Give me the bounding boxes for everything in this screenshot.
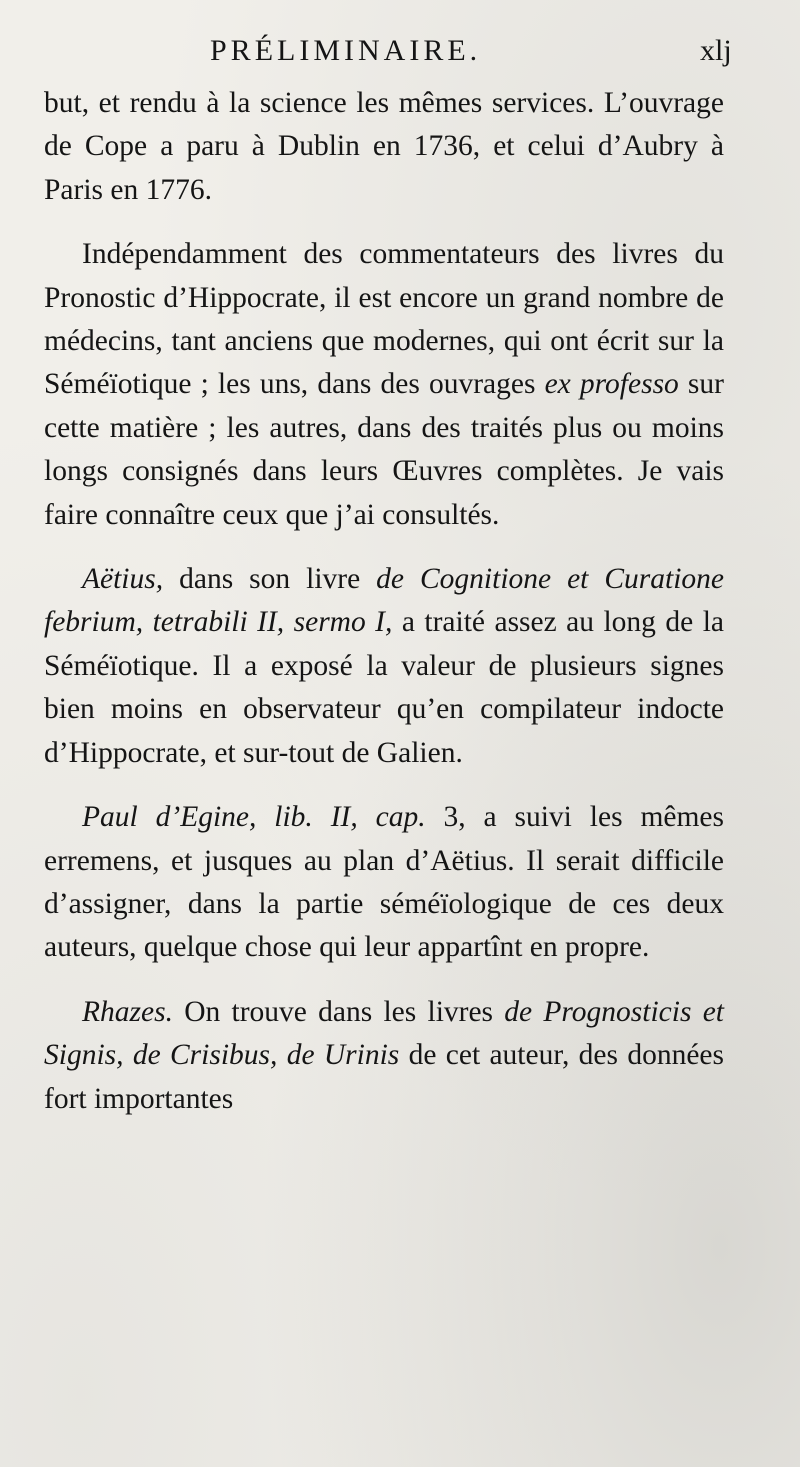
italic-segment: Aëtius, [82,563,164,596]
text-segment: but, et rendu à la science les mêmes services. L’ouvrage de Cope a paru à Dublin en 1736, et celui d’Aubry à Paris en 1776. [44,87,724,206]
text-segment: sur cette matière ; les autres, dans des traités plus ou moins longs consignés dans leurs Œuvres complètes. Je vais faire connaître ceux que j’ai consultés. [44,368,724,531]
italic-segment: Paul d’Egine, lib. II, cap. [82,801,426,834]
italic-segment: Rhazes. [82,995,173,1028]
text-segment: a traité assez au long de la Séméïotique. Il a exposé la valeur de plusieurs signes bien moins en observateur qu’en compilateur indocte d’Hippocrate, et sur-tout de Galien. [44,606,724,769]
paragraph-4 [44,796,724,970]
running-title: PRÉLIMINAIRE. [210,34,482,67]
text-segment: 3, a suivi les mêmes erremens, et jusques au plan d’Aëtius. Il serait difficile d’assigner, dans la partie séméïologique de ces deux auteurs, quelque chose qui leur appartînt en propre. [44,801,725,964]
page-header [0,26,800,78]
text-segment: Indépendamment des commentateurs des livres du Pronostic d’Hippocrate, il est encore un grand nombre de médecins, tant anciens que modernes, qui ont écrit sur la Séméïotique ; les uns, dans des ouvrages [44,238,724,401]
paragraph-3 [44,558,724,775]
text-segment: de cet auteur, des données fort importantes [44,1039,724,1115]
text-segment: On trouve dans les livres [172,995,505,1028]
page-body [44,82,724,1142]
paragraph-1 [44,82,724,212]
paragraph-5 [44,991,724,1121]
page-number: xlj [700,34,732,67]
text-segment: dans son livre [163,563,377,596]
italic-segment: de Cognitione et Curatione febrium, tetrabili II, sermo I, [44,563,724,639]
italic-segment: ex professo [544,368,679,401]
italic-segment: de Prognosticis et Signis, de Crisibus, de Urinis [44,995,724,1072]
paragraph-2 [44,233,724,537]
